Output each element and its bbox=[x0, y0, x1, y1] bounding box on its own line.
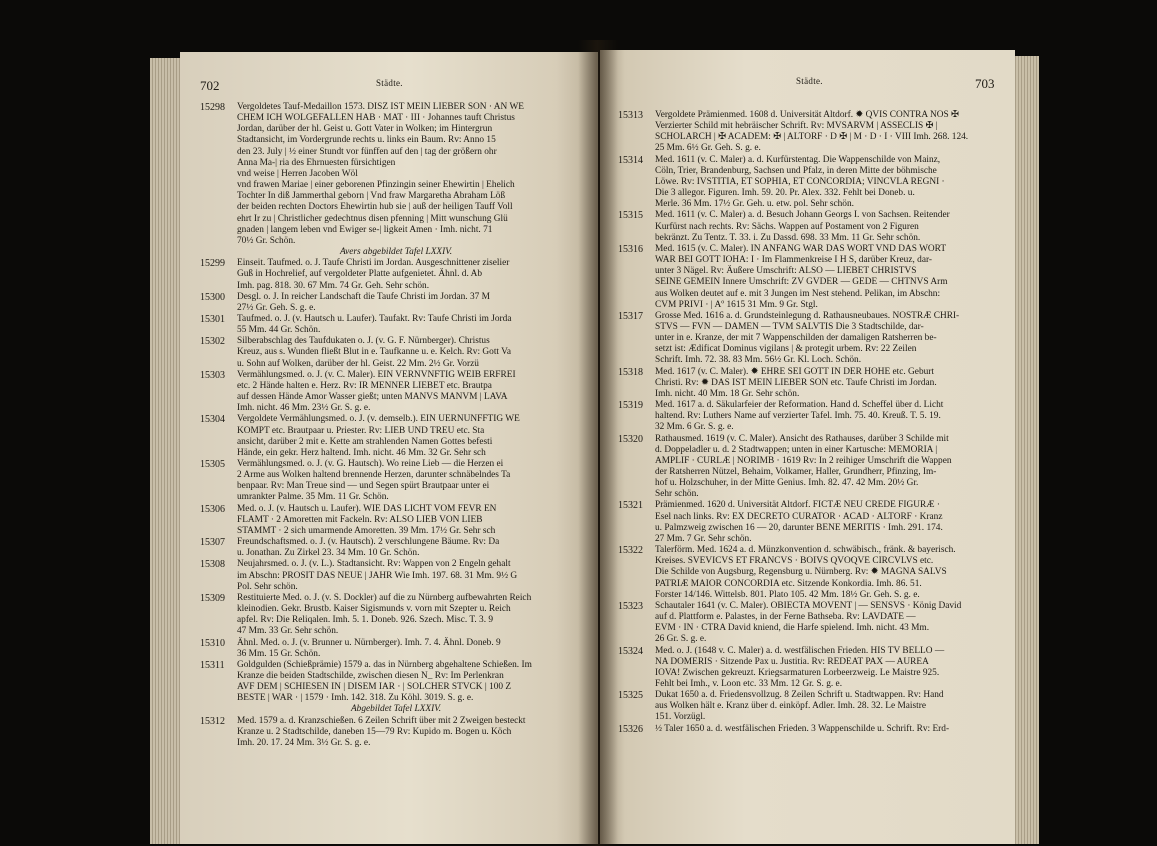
lot-description: Med. 1579 a. d. Kranzschießen. 6 Zeilen Schrift über mit 2 Zweigen besteckt Kranze u. 2 Stadtschilde, daneben 15—79 Rv: Kupido m. Bogen u. Köch Imh. 20. 17. 24 Mm. 3½ Gr. S. g. e. bbox=[237, 715, 526, 748]
lot-number: 15318 bbox=[618, 366, 643, 378]
lot-description: Goldgulden (Schießprämie) 1579 a. das in Nürnberg abgehaltene Schießen. Im Kranze die beiden Stadtschilde, zwischen diesen N_ Rv: Im Perlenkran AVF DEM | SCHIESEN IN | DISEM IAR · | SOLCHER STVCK | 100 Z BESTE | WAR · | 1579 · Imh. 142. 318. Zu Köhl. 3019. S. g. e. bbox=[237, 659, 532, 704]
catalog-entry bbox=[618, 210, 1010, 243]
running-head: Städte. bbox=[376, 78, 403, 88]
catalog-entry bbox=[618, 500, 1010, 545]
lot-description: Silberabschlag des Taufdukaten o. J. (v. G. F. Nürnberger). Christus Kreuz, aus s. Wunden fließt Blut in e. Taufkanne u. e. Kelch. Rv: Gott Va u. Sohn auf Wolken, darüber der hl. Geist. 22 Mm. 2½ Gr. Vorzü bbox=[237, 336, 512, 369]
lot-number: 15312 bbox=[200, 715, 225, 727]
lot-description: Talerförm. Med. 1624 a. d. Münzkonvention d. schwäbisch., fränk. & bayerisch. Kreises. SVEVICVS ET FRANCVS · BOIVS QVOQVE CIRCVLVS etc. Die Schilde von Augsburg, Regensburg u. Nürnberg. Rv: ✹ MAGNA SALVS PATRIÆ MAIOR CONCORDIA etc. Sitzende Konkordia. Imh. 86. 51. Forster 14/146. Wittelsb. 801. Plato 105. 42 Mm. 18½ Gr. Geh. S. g. e. bbox=[655, 545, 956, 600]
running-head: Städte. bbox=[796, 76, 823, 86]
catalog-entry bbox=[618, 155, 1010, 211]
lot-number: 15316 bbox=[618, 243, 643, 255]
lot-description: Vermählungsmed. o. J. (v. G. Hautsch). Wo reine Lieb — die Herzen ei 2 Arme aus Wolken haltend brennende Herzen, darunter schnäbelndes Ta benpaar. Rv: Man Treue sind — und Segen spürt Brautpaar unter ei umrankter Palme. 35 Mm. 11 Gr. Schön. bbox=[237, 459, 511, 503]
lot-number: 15299 bbox=[200, 258, 225, 270]
catalog-entry bbox=[200, 336, 592, 369]
lot-description: Dukat 1650 a. d. Friedensvollzug. 8 Zeilen Schrift u. Stadtwappen. Rv: Hand aus Wolken hält e. Kranz über d. einköpf. Adler. Imh. 28. 32. Le Maistre 151. Vorzügl. bbox=[655, 690, 944, 723]
catalog-entry bbox=[200, 638, 592, 660]
lot-description: Rathausmed. 1619 (v. C. Maler). Ansicht des Rathauses, darüber 3 Schilde mit d. Doppeladler u. d. 2 Stadtwappen; unten in einer Kartusche: MEMORIA | AMPLIF · CURLÆ | NORIMB · 1619 Rv: In 2 reihiger Umschrift die Wappen der Ratsherren Nützel, Behaim, Volkamer, Haller, Grundherr, Pfinzing, Im- hof u. Holzschuher, in der Mitte Genius. Imh. 82. 47. 42 Mm. 20½ Gr. Sehr schön. bbox=[655, 433, 952, 500]
page-number: 703 bbox=[975, 76, 995, 91]
lot-number: 15303 bbox=[200, 369, 225, 381]
lot-number: 15298 bbox=[200, 102, 225, 113]
catalog-entry bbox=[618, 434, 1010, 501]
lot-description: Einseit. Taufmed. o. J. Taufe Christi im Jordan. Ausgeschnittener ziselier Guß in Hochrelief, auf vergoldeter Platte aufgenietet. Ähnl. d. Ab Imh. pag. 818. 30. 67 Mm. 74 Gr. Geh. Sehr schön. bbox=[237, 258, 510, 291]
catalog-entry bbox=[200, 102, 592, 247]
lot-number: 15326 bbox=[618, 723, 643, 735]
lot-number: 15310 bbox=[200, 637, 225, 649]
lot-number: 15313 bbox=[618, 110, 643, 121]
catalog-entries bbox=[618, 110, 1010, 735]
catalog-entry bbox=[618, 244, 1010, 311]
catalog-entry bbox=[618, 367, 1010, 400]
lot-description: ½ Taler 1650 a. d. westfälischen Frieden. 3 Wappenschilde u. Schrift. Rv: Erd- bbox=[655, 723, 950, 734]
catalog-entry bbox=[618, 690, 1010, 723]
page-stack-left bbox=[150, 58, 182, 844]
lot-number: 15304 bbox=[200, 414, 225, 426]
lot-description: Prämienmed. 1620 d. Universität Altdorf. FICTÆ NEU CREDE FIGURÆ · Esel nach links. Rv: EX DECRETO CURATOR · ACAD · ALTORF · Kranz u. Palmzweig zwischen 16 — 20, darunter BENE MERITIS · Imh. 291. 174. 27 Mm. 7 Gr. Sehr schön. bbox=[655, 500, 943, 544]
lot-number: 15309 bbox=[200, 592, 225, 604]
lot-number: 15317 bbox=[618, 310, 643, 322]
lot-description: Vergoldete Vermählungsmed. o. J. (v. demselb.). EIN UERNUNFFTIG WE KOMPT etc. Brautpaar u. Priester. Rv: LIEB UND TREU etc. Sta ansicht, darüber 2 mit e. Kette am strahlenden Namen Gottes befesti Hände, ein gekr. Herz haltend. Imh. nicht. 46 Mm. 32 Gr. Sehr sch bbox=[237, 414, 520, 458]
right-page bbox=[600, 50, 1015, 844]
lot-description: Ähnl. Med. o. J. (v. Brunner u. Nürnberger). Imh. 7. 4. Ähnl. Doneb. 9 36 Mm. 15 Gr. Schön. bbox=[237, 637, 501, 659]
lot-number: 15307 bbox=[200, 537, 225, 549]
lot-description: Taufmed. o. J. (v. Hautsch u. Laufer). Taufakt. Rv: Taufe Christi im Jorda 55 Mm. 44 Gr. Schön. bbox=[237, 313, 512, 336]
catalog-entry bbox=[200, 370, 592, 415]
lot-number: 15311 bbox=[200, 659, 225, 671]
lot-number: 15325 bbox=[618, 690, 643, 702]
catalog-entry bbox=[200, 716, 592, 749]
catalog-entry bbox=[200, 559, 592, 592]
catalog-entry bbox=[618, 311, 1010, 367]
lot-description: Freundschaftsmed. o. J. (v. Hautsch). 2 verschlungene Bäume. Rv: Da u. Jonathan. Zu Zirkel 23. 34 Mm. 10 Gr. Schön. bbox=[237, 537, 500, 559]
catalog-entry bbox=[618, 601, 1010, 646]
lot-number: 15314 bbox=[618, 154, 643, 166]
catalog-entry bbox=[200, 414, 592, 459]
lot-description: Med. 1611 (v. C. Maler) a. d. Kurfürstentag. Die Wappenschilde von Mainz, Cöln, Trier, Brandenburg, Sachsen und Pfalz, in deren Mitte der böhmische Löwe. Rv: IVSTITIA, ET SOPHIA, ET CONCORDIA; VINCVLA REGNI · Die 3 allegor. Figuren. Imh. 59. 20. Pr. Alex. 332. Fehlt bei Doneb. u. Merle. 36 Mm. 17½ Gr. Geh. u. etw. pol. Sehr schön. bbox=[655, 154, 945, 210]
catalog-entry bbox=[618, 545, 1010, 601]
lot-description: Med. 1617 a. d. Säkularfeier der Reformation. Hand d. Scheffel über d. Licht haltend. Rv: Luthers Name auf verzierter Tafel. Imh. 75. 40. Kreuß. T. 5. 19. 32 Mm. 6 Gr. S. g. e. bbox=[655, 400, 944, 433]
catalog-entry bbox=[618, 646, 1010, 691]
lot-number: 15300 bbox=[200, 291, 225, 303]
page-number: 702 bbox=[200, 78, 220, 93]
lot-number: 15323 bbox=[618, 600, 643, 612]
lot-description: Vermählungsmed. o. J. (v. C. Maler). EIN VERNVNFTIG WEIB ERFREI etc. 2 Hände halten e. Herz. Rv: IR MENNER LIEBET etc. Brautpa auf dessen Hände Amor Wasser gießt; unten MANVS MANVM | LAVA Imh. nicht. 46 Mm. 23½ Gr. S. g. e. bbox=[237, 369, 516, 414]
lot-description: Med. o. J. (1648 v. C. Maler) a. d. westfälischen Frieden. HIS TV BELLO — NA DOMERIS · Sitzende Pax u. Justitia. Rv: REDEAT PAX — AUREA IOVA! Zwischen gekreuzt. Kriegsarmaturen Lorbeerzweig. Le Maistre 925. Fehlt bei Imh., v. Loon etc. 33 Mm. 12 Gr. S. g. e. bbox=[655, 645, 945, 689]
left-page bbox=[180, 52, 598, 844]
catalog-entry bbox=[200, 504, 592, 537]
plate-reference: Abgebildet Tafel LXXIV. bbox=[350, 704, 442, 715]
catalog-entry bbox=[200, 537, 592, 559]
lot-description: Med. 1611 (v. C. Maler) a. d. Besuch Johann Georgs I. von Sachsen. Reitender Kurfürst nach rechts. Rv: Sächs. Wappen auf Postament von 2 Figuren bekränzt. Zu Tentz. T. 33. i. Zu Dassd. 698. 33 Mm. 11 Gr. Sehr schön. bbox=[655, 210, 950, 243]
lot-number: 15306 bbox=[200, 503, 225, 515]
lot-description: Med. 1615 (v. C. Maler). IN ANFANG WAR DAS WORT VND DAS WORT WAR BEI GOTT IOHA: I · Im Flammenkreise I H S, darüber Kreuz, dar- unter 3 Nägel. Rv: Äußere Umschrift: ALSO — LIEBET CHRISTVS SEINE GEMEIN Innere Umschrift: ZV GVDER — GEDE — CHTNVS Arm aus Wolken deutet auf e. mit 3 Jungen im Nest stehend. Pelikan, im Abschn: CVM PRIVI · | Aº 1615 31 Mm. 9 Gr. Stgl. bbox=[655, 243, 948, 310]
catalog-entry bbox=[200, 660, 592, 705]
catalog-entry bbox=[618, 400, 1010, 433]
lot-number: 15302 bbox=[200, 336, 225, 348]
catalog-entry bbox=[618, 110, 1010, 155]
lot-description: Neujahrsmed. o. J. (v. L.). Stadtansicht. Rv: Wappen von 2 Engeln gehalt im Abschn: PROSIT DAS NEUE | JAHR Wie Imh. 197. 68. 31 Mm. 9½ G Pol. Sehr schön. bbox=[237, 559, 518, 592]
lot-description: Desgl. o. J. In reicher Landschaft die Taufe Christi im Jordan. 37 M 27½ Gr. Geh. S. g. e. bbox=[237, 291, 490, 313]
lot-description: Vergoldetes Tauf-Medaillon 1573. DISZ IST MEIN LIEBER SON · AN WE CHEM ICH WOLGEFALLEN HAB · MAT · III · Johannes tauft Christus Jordan, darüber der hl. Geist u. Gott Vater in Wolken; im Hintergrun Stadtansicht, im Vordergrunde rechts u. links ein Baum. Rv: Anno 15 den 23. July | ½ einer Stundt vor fünffen auf den | tag der größern ohr Anna Ma-| ria des Ehrnuesten fürsichtigen vnd weise | Herren Jacoben Wöl vnd frawen Mariae | einer geborenen Pfinzingin seiner Ehewirtin | Ehelich Tochter In diß Jammerthal geborn | Vnd fraw Margaretha Abraham Löß der beiden rechten Doctors Ehewirtin hub sie | auß der heiligen Tauff Voll ehrt Ir zu | Christlicher gedechtnus disen pfenning | Mitt wunschung Glü gnaden | langem leben vnd Ewiger se-| ligkeit Amen · Imh. nicht. 71 70½ Gr. Schön. bbox=[237, 102, 524, 246]
lot-number: 15319 bbox=[618, 400, 643, 412]
lot-description: Med. o. J. (v. Hautsch u. Laufer). WIE DAS LICHT VOM FEVR EN FLAMT · 2 Amoretten mit Fackeln. Rv: ALSO LIEB VON LIEB STAMMT · 2 sich umarmende Amoretten. 39 Mm. 17½ Gr. Sehr sch bbox=[237, 503, 497, 536]
lot-description: Grosse Med. 1616 a. d. Grundsteinlegung d. Rathausneubaues. NOSTRÆ CHRI- STVS — FVN — DAMEN — TVM SALVTIS Die 3 Stadtschilde, dar- unter in e. Kranze, der mit 7 Wappenschilden der damaligen Ratsherren be- setzt ist: Ædificat Dominus vigilans | & protegit urbem. Rv: 22 Zeilen Schrift. Imh. 72. 38. 83 Mm. 56½ Gr. Kl. Loch. Schön. bbox=[655, 310, 960, 366]
lot-description: Schautaler 1641 (v. C. Maler). OBIECTA MOVENT | — SENSVS · König David auf d. Plattform e. Palastes, in der Ferne Bathseba. Rv: LAVDATE — EVM · IN · CTRA David kniend, die Harfe spielend. Imh. nicht. 43 Mm. 26 Gr. S. g. e. bbox=[655, 600, 962, 645]
lot-number: 15321 bbox=[618, 500, 643, 512]
catalog-entry bbox=[200, 292, 592, 314]
lot-description: Vergoldete Prämienmed. 1608 d. Universität Altdorf. ✹ QVIS CONTRA NOS ✠ Verzierter Schild mit hebräischer Schrift. Rv: MVSARVM | ASSECLIS ✠ | SCHOLARCH | ✠ ACADEM: ✠ | ALTORF · D ✠ | M · D · I · VIII Imh. 268. 124. 25 Mm. 6½ Gr. Geh. S. g. e. bbox=[655, 110, 969, 154]
plate-reference: Avers abgebildet Tafel LXXIV. bbox=[339, 247, 453, 258]
lot-number: 15322 bbox=[618, 545, 643, 557]
lot-number: 15305 bbox=[200, 459, 225, 470]
catalog-entry bbox=[618, 724, 1010, 735]
catalog-entry bbox=[200, 258, 592, 291]
catalog-entry bbox=[200, 459, 592, 504]
lot-number: 15315 bbox=[618, 210, 643, 222]
lot-number: 15308 bbox=[200, 559, 225, 571]
book-gutter bbox=[578, 40, 618, 846]
page-stack-right bbox=[1013, 56, 1039, 844]
catalog-entries bbox=[200, 102, 592, 749]
lot-number: 15324 bbox=[618, 645, 643, 657]
lot-description: Med. 1617 (v. C. Maler). ✹ EHRE SEI GOTT IN DER HOHE etc. Geburt Christi. Rv: ✹ DAS IST MEIN LIEBER SON etc. Taufe Christi im Jordan. Imh. nicht. 40 Mm. 18 Gr. Sehr schön. bbox=[655, 366, 937, 399]
lot-number: 15301 bbox=[200, 313, 225, 325]
lot-number: 15320 bbox=[618, 433, 643, 445]
catalog-entry bbox=[200, 314, 592, 336]
catalog-entry bbox=[200, 593, 592, 638]
lot-description: Restituierte Med. o. J. (v. S. Dockler) auf die zu Nürnberg aufbewahrten Reich kleinodien. Gekr. Brustb. Kaiser Sigismunds v. vorn mit Szepter u. Reich apfel. Rv: Die Reliqalen. Imh. 5. 1. Doneb. 926. Szech. Misc. T. 3. 9 47 Mm. 33 Gr. Sehr schön. bbox=[237, 592, 532, 637]
